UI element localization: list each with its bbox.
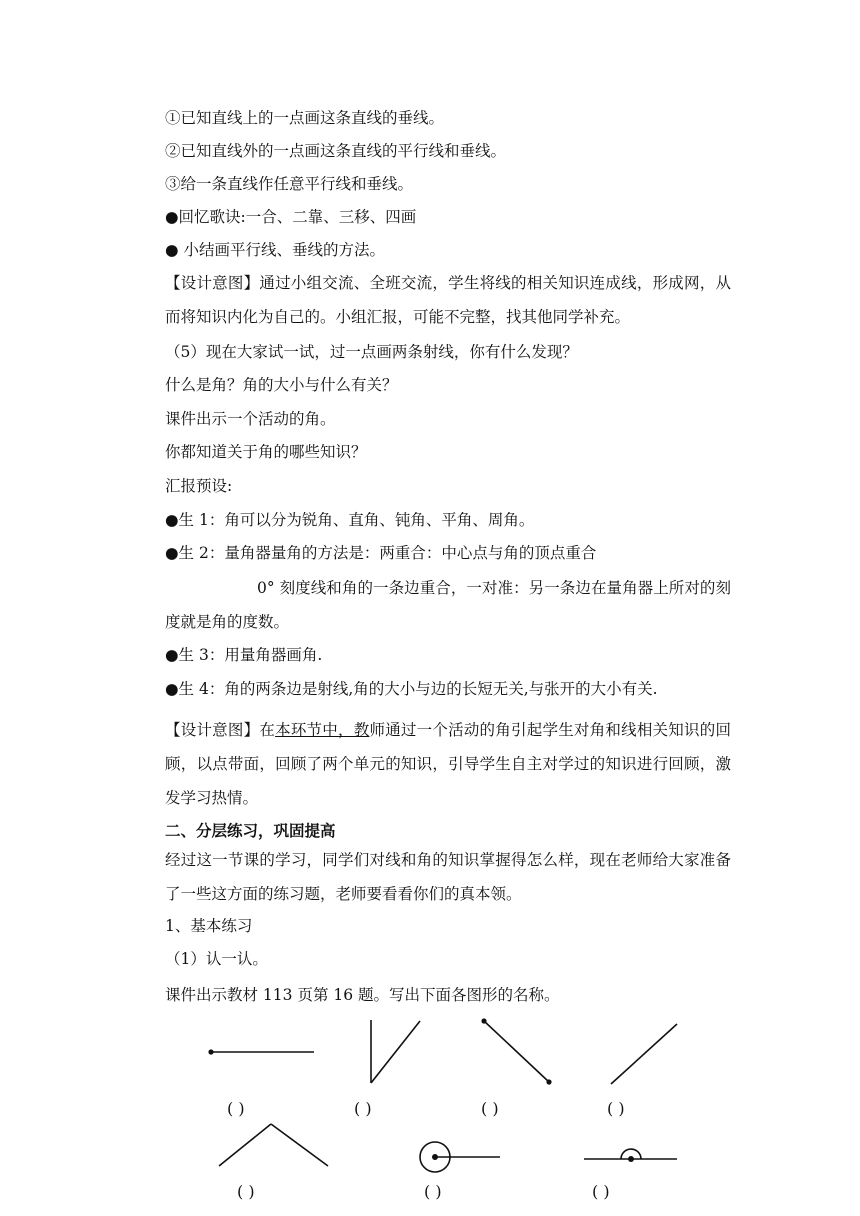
text-line: ①已知直线上的一点画这条直线的垂线。 [165,109,445,127]
answer-blank[interactable]: ( ) [227,1099,245,1118]
text-line: 课件出示教材 113 页第 16 题。写出下面各图形的名称。 [165,986,560,1004]
design-intent-paragraph: 【设计意图】通过小组交流、全班交流，学生将线的相关知识连成线，形成网，从而将知识内化为自己的。小组汇报，可能不完整，找其他同学补充。 [165,274,731,326]
text-line: 你都知道关于角的哪些知识？ [165,443,367,461]
text-line: ③给一条直线作任意平行线和垂线。 [165,175,414,193]
student-answer: ●生 3：用量角器画角. [165,646,323,664]
student-answer-continued: 0° 刻度线和角的一条边重合，一对准：另一条边在量角器上所对的刻度就是角的度数。 [165,579,731,631]
section-heading: 二、分层练习，巩固提高 [165,822,336,840]
text-line: （1）认一认。 [165,950,268,968]
answer-blank[interactable]: ( ) [592,1182,610,1201]
right-angle-figure [371,1020,420,1083]
answer-blank[interactable]: ( ) [481,1099,499,1118]
intro-paragraph: 经过这一节课的学习，同学们对线和角的知识掌握得怎么样，现在老师给大家准备了一些这方面的练习题，老师要看看你们的真本领。 [165,851,731,903]
design-intent-paragraph: 【设计意图】在本环节中，教师通过一个活动的角引起学生对角和线相关知识的回顾，以点带面，回顾了两个单元的知识，引导学生自主对学过的知识进行回顾，激发学习热情。 [165,721,731,807]
obtuse-angle-figure [219,1124,328,1166]
line-segment-figure [484,1021,549,1082]
line-figure [611,1024,677,1084]
text-line: 什么是角？角的大小与什么有关？ [165,376,398,394]
text-line: ②已知直线外的一点画这条直线的平行线和垂线。 [165,142,507,160]
text-line: ●回忆歌诀:一合、二靠、三移、四画 [165,208,417,226]
text-line: ● 小结画平行线、垂线的方法。 [165,241,385,259]
text-line: 汇报预设: [165,477,233,495]
student-answer: ●生 1：角可以分为锐角、直角、钝角、平角、周角。 [165,511,535,529]
answer-blank[interactable]: ( ) [354,1099,372,1118]
text-line: （5）现在大家试一试，过一点画两条射线，你有什么发现？ [165,343,578,361]
answer-blank[interactable]: ( ) [424,1182,442,1201]
text-line: 课件出示一个活动的角。 [165,410,336,428]
student-answer: ●生 2：量角器量角的方法是：两重合：中心点与角的顶点重合 [165,544,597,562]
answer-blank[interactable]: ( ) [607,1099,625,1118]
student-answer: ●生 4：角的两条边是射线,角的大小与边的长短无关,与张开的大小有关. [165,680,658,698]
text-line: 1、基本练习 [165,917,253,935]
answer-blank[interactable]: ( ) [237,1182,255,1201]
